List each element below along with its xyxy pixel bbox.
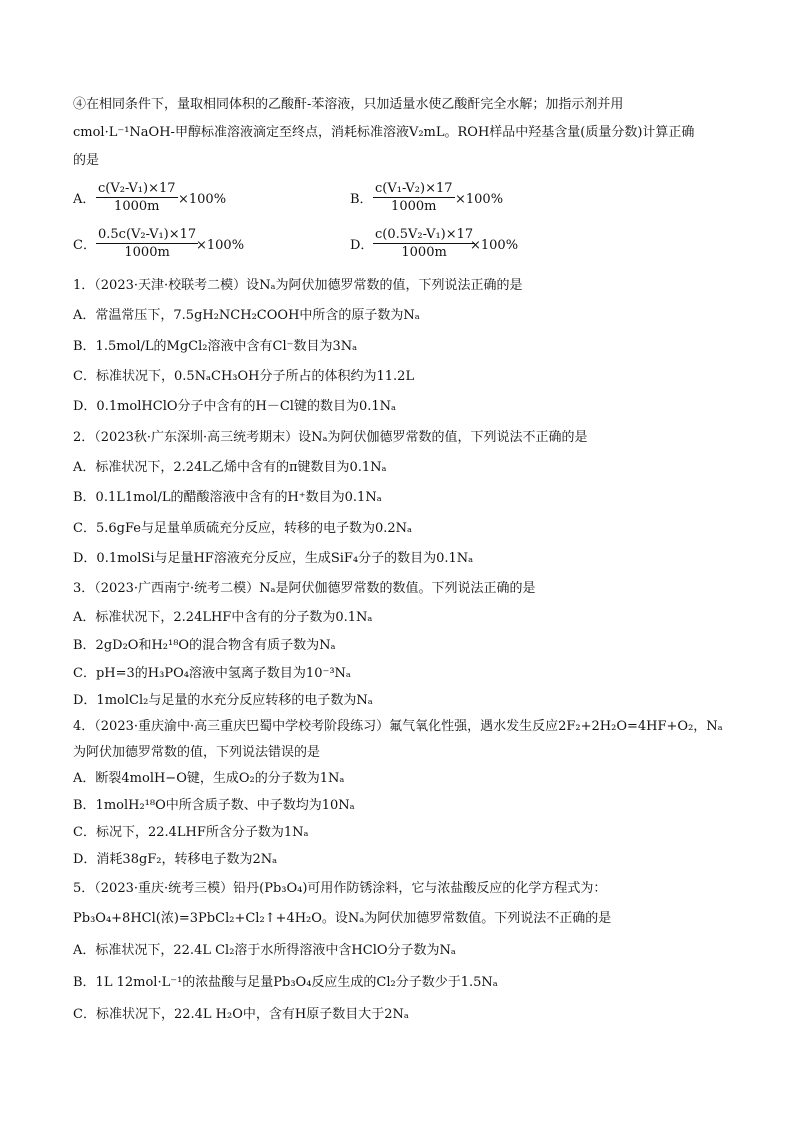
intro-line-1: ④在相同条件下，量取相同体积的乙酸酐-苯溶液，只加适量水使乙酸酐完全水解；加指示剂并用 bbox=[73, 97, 624, 112]
question-4-stem-line-1: 4．（2023·重庆渝中·高三重庆巴蜀中学校考阶段练习）氟气氧化性强，遇水发生反应2F₂+2H₂O=4HF+O₂，Nₐ bbox=[73, 719, 723, 734]
frac-option-d-denominator: 1000m bbox=[401, 245, 447, 260]
frac-option-b-label: B． bbox=[350, 192, 373, 207]
question-4-option-c: C．标况下，22.4LHF所含分子数为1Nₐ bbox=[73, 825, 309, 840]
frac-option-d bbox=[373, 226, 475, 261]
frac-option-c-label: C． bbox=[73, 238, 96, 253]
frac-option-b-tail: ×100% bbox=[455, 192, 504, 207]
frac-option-c-tail: ×100% bbox=[196, 238, 245, 253]
frac-option-a-denominator: 1000m bbox=[114, 199, 160, 214]
frac-option-a bbox=[96, 180, 178, 215]
question-3-option-b: B．2gD₂O和H₂¹⁸O的混合物含有质子数为Nₐ bbox=[73, 638, 336, 653]
question-2-option-b: B．0.1L1mol/L的醋酸溶液中含有的H⁺数目为0.1Nₐ bbox=[73, 490, 382, 505]
question-5-option-c: C．标准状况下，22.4L H₂O中，含有H原子数目大于2Nₐ bbox=[73, 1007, 409, 1022]
question-2-stem: 2．（2023秋·广东深圳·高三统考期末）设Nₐ为阿伏伽德罗常数的值，下列说法不正确的是 bbox=[73, 430, 588, 445]
frac-option-d-label: D． bbox=[350, 238, 374, 253]
frac-option-b-denominator: 1000m bbox=[391, 199, 437, 214]
question-5-stem-line-1: 5．（2023·重庆·统考三模）铅丹(Pb₃O₄)可用作防锈涂料，它与浓盐酸反应的化学方程式为： bbox=[73, 881, 607, 896]
question-1-stem: 1．（2023·天津·校联考二模）设Nₐ为阿伏加德罗常数的值，下列说法正确的是 bbox=[73, 278, 523, 293]
intro-line-2: cmol·L⁻¹NaOH-甲醇标准溶液滴定至终点，消耗标准溶液V₂mL。ROH样品中羟基含量(质量分数)计算正确 bbox=[73, 125, 695, 140]
intro-line-3: 的是 bbox=[73, 153, 100, 168]
question-1-option-a: A．常温常压下，7.5gH₂NCH₂COOH中所含的原子数为Nₐ bbox=[73, 308, 420, 323]
question-5-option-b: B．1L 12mol·L⁻¹的浓盐酸与足量Pb₃O₄反应生成的Cl₂分子数少于1.5Nₐ bbox=[73, 975, 498, 990]
frac-option-d-tail: ×100% bbox=[470, 238, 519, 253]
question-3-stem: 3．（2023·广西南宁·统考二模）Nₐ是阿伏伽德罗常数的数值。下列说法正确的是 bbox=[73, 581, 536, 596]
question-2-option-a: A．标准状况下，2.24L乙烯中含有的π键数目为0.1Nₐ bbox=[73, 460, 387, 475]
question-5-stem-line-2: Pb₃O₄+8HCl(浓)=3PbCl₂+Cl₂↑+4H₂O。设Nₐ为阿伏加德罗常数值。下列说法不正确的是 bbox=[73, 911, 612, 926]
frac-option-c-numerator: 0.5c(V₂-V₁)×17 bbox=[98, 227, 197, 242]
question-3-option-a: A．标准状况下，2.24LHF中含有的分子数为0.1Nₐ bbox=[73, 610, 373, 625]
question-4-option-d: D．消耗38gF₂，转移电子数为2Nₐ bbox=[73, 852, 278, 867]
frac-option-a-numerator: c(V₂-V₁)×17 bbox=[98, 181, 176, 196]
frac-option-d-numerator: c(0.5V₂-V₁)×17 bbox=[375, 227, 474, 242]
frac-option-a-tail: ×100% bbox=[178, 192, 227, 207]
frac-option-c bbox=[96, 226, 198, 261]
frac-option-c-denominator: 1000m bbox=[124, 245, 170, 260]
frac-option-a-label: A． bbox=[73, 192, 96, 207]
question-5-option-a: A．标准状况下，22.4L Cl₂溶于水所得溶液中含HClO分子数为Nₐ bbox=[73, 943, 456, 958]
question-1-option-b: B．1.5mol/L的MgCl₂溶液中含有Cl⁻数目为3Nₐ bbox=[73, 339, 358, 354]
question-4-option-a: A．断裂4molH−O键，生成O₂的分子数为1Nₐ bbox=[73, 771, 345, 786]
question-4-option-b: B．1molH₂¹⁸O中所含质子数、中子数均为10Nₐ bbox=[73, 798, 355, 813]
question-1-option-d: D．0.1molHClO分子中含有的H－Cl键的数目为0.1Nₐ bbox=[73, 399, 397, 414]
frac-option-b-numerator: c(V₁-V₂)×17 bbox=[375, 181, 453, 196]
question-3-option-c: C．pH=3的H₃PO₄溶液中氢离子数目为10⁻³Nₐ bbox=[73, 666, 351, 681]
question-1-option-c: C．标准状况下，0.5NₐCH₃OH分子所占的体积约为11.2L bbox=[73, 369, 415, 384]
frac-option-b bbox=[373, 180, 455, 215]
question-4-stem-line-2: 为阿伏加德罗常数的值，下列说法错误的是 bbox=[73, 745, 321, 760]
question-2-option-d: D．0.1molSi与足量HF溶液充分反应，生成SiF₄分子的数目为0.1Nₐ bbox=[73, 551, 474, 566]
question-3-option-d: D．1molCl₂与足量的水充分反应转移的电子数为Nₐ bbox=[73, 693, 373, 708]
question-2-option-c: C．5.6gFe与足量单质硫充分反应，转移的电子数为0.2Nₐ bbox=[73, 521, 413, 536]
